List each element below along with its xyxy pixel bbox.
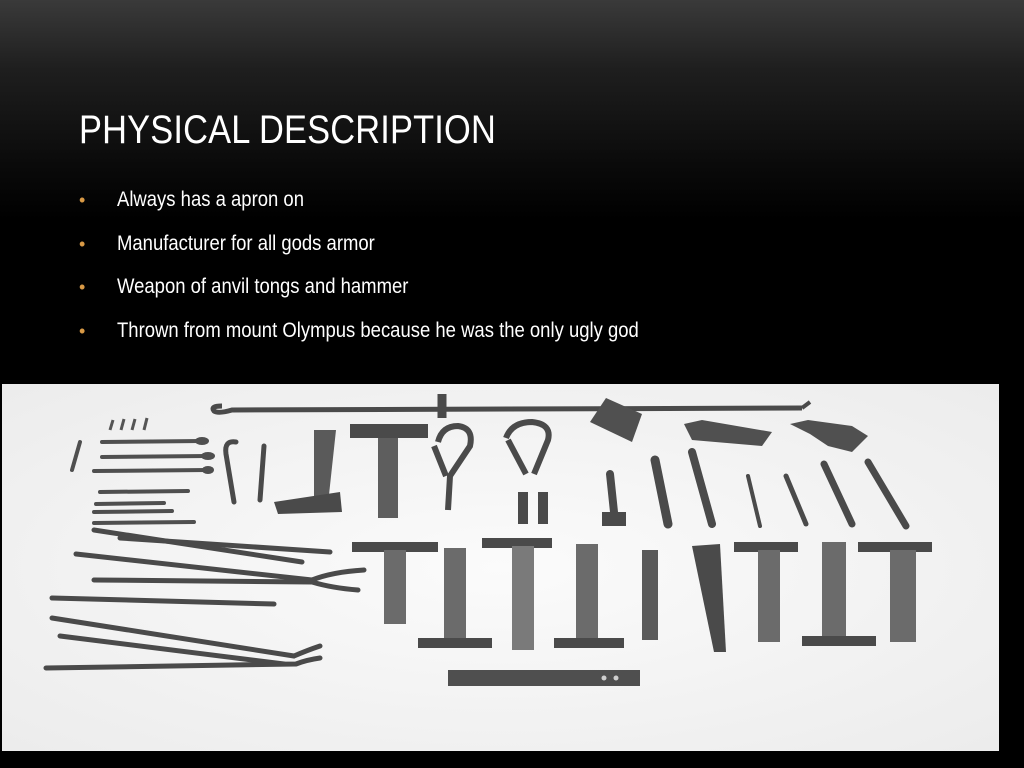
- slide-title: PHYSICAL DESCRIPTION: [79, 108, 496, 152]
- bullet-icon: •: [79, 320, 86, 341]
- blacksmith-tools-photo: [2, 384, 999, 751]
- bullet-text: Weapon of anvil tongs and hammer: [117, 275, 409, 298]
- bullet-icon: •: [79, 277, 86, 297]
- bullet-icon: •: [79, 233, 86, 254]
- blacksmith-tools-illustration: [2, 384, 999, 751]
- bullet-icon: •: [79, 190, 86, 210]
- bullet-text: Always has a apron on: [117, 188, 304, 211]
- bullet-text: Thrown from mount Olympus because he was the only ugly god: [117, 318, 639, 342]
- flat-bar: [448, 670, 640, 686]
- bullet-text: Manufacturer for all gods armor: [117, 231, 375, 255]
